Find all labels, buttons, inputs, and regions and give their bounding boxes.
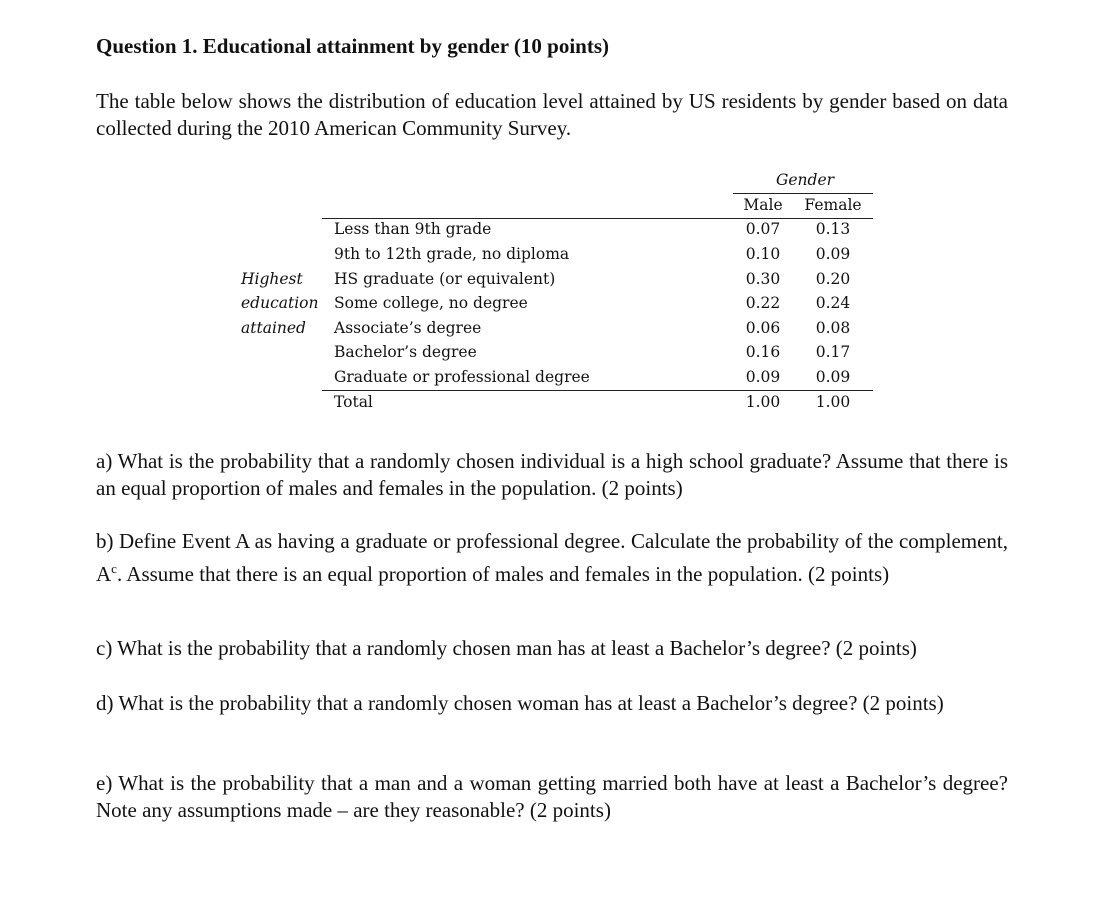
question-e: e) What is the probability that a man and a woman getting married both have at least a Bachelor’s degree? Note any assumptions made – are they reasonable? (2 points): [96, 771, 1008, 822]
question-title: Question 1. Educational attainment by gender (10 points): [96, 34, 609, 58]
table-top-rule: [322, 218, 873, 219]
col-male: Male: [743, 196, 783, 214]
intro-paragraph: The table below shows the distribution of education level attained by US residents by gender based on data collected during the 2010 American Community Survey.: [96, 89, 1008, 140]
row-label: Associate’s degree: [334, 319, 482, 337]
female-value: 0.09: [815, 245, 851, 263]
row-label: 9th to 12th grade, no diploma: [334, 245, 570, 263]
gender-header-rule: [733, 193, 873, 194]
table-total-rule: [322, 390, 873, 391]
row-group-label-2: education: [241, 294, 319, 312]
male-value: 0.10: [745, 245, 781, 263]
female-value: 0.24: [815, 294, 851, 312]
male-value: 0.06: [745, 319, 781, 337]
total-label: Total: [334, 393, 373, 411]
row-label: HS graduate (or equivalent): [334, 270, 556, 288]
row-label: Graduate or professional degree: [334, 368, 590, 386]
question-b: [96, 528, 1008, 588]
row-label: Some college, no degree: [334, 294, 528, 312]
question-b-text-end: . Assume that there is an equal proportion of males and females in the population. (2 points): [116, 562, 890, 586]
total-male: 1.00: [745, 393, 781, 411]
col-female: Female: [804, 196, 862, 214]
gender-header: Gender: [776, 171, 835, 189]
male-value: 0.07: [745, 220, 781, 238]
female-value: 0.17: [815, 343, 851, 361]
female-value: 0.20: [815, 270, 851, 288]
male-value: 0.30: [745, 270, 781, 288]
question-c: c) What is the probability that a randomly chosen man has at least a Bachelor’s degree? (2 points): [96, 636, 917, 660]
male-value: 0.16: [745, 343, 781, 361]
row-label: Less than 9th grade: [334, 220, 492, 238]
complement-superscript: c: [111, 561, 117, 576]
male-value: 0.22: [745, 294, 781, 312]
female-value: 0.08: [815, 319, 851, 337]
question-a: a) What is the probability that a randomly chosen individual is a high school graduate? Assume that there is an equal proportion of males and females in the population. (2 points): [96, 449, 1008, 500]
row-label: Bachelor’s degree: [334, 343, 477, 361]
female-value: 0.09: [815, 368, 851, 386]
total-female: 1.00: [815, 393, 851, 411]
female-value: 0.13: [815, 220, 851, 238]
male-value: 0.09: [745, 368, 781, 386]
row-group-label-1: Highest: [241, 270, 303, 288]
question-d: d) What is the probability that a randomly chosen woman has at least a Bachelor’s degree? (2 points): [96, 691, 944, 715]
question-b-text: b) Define Event A as having a graduate or professional degree. Calculate the probability of the complement, A: [96, 529, 1008, 586]
education-table: [0, 0, 1112, 440]
row-group-label-3: attained: [241, 319, 306, 337]
